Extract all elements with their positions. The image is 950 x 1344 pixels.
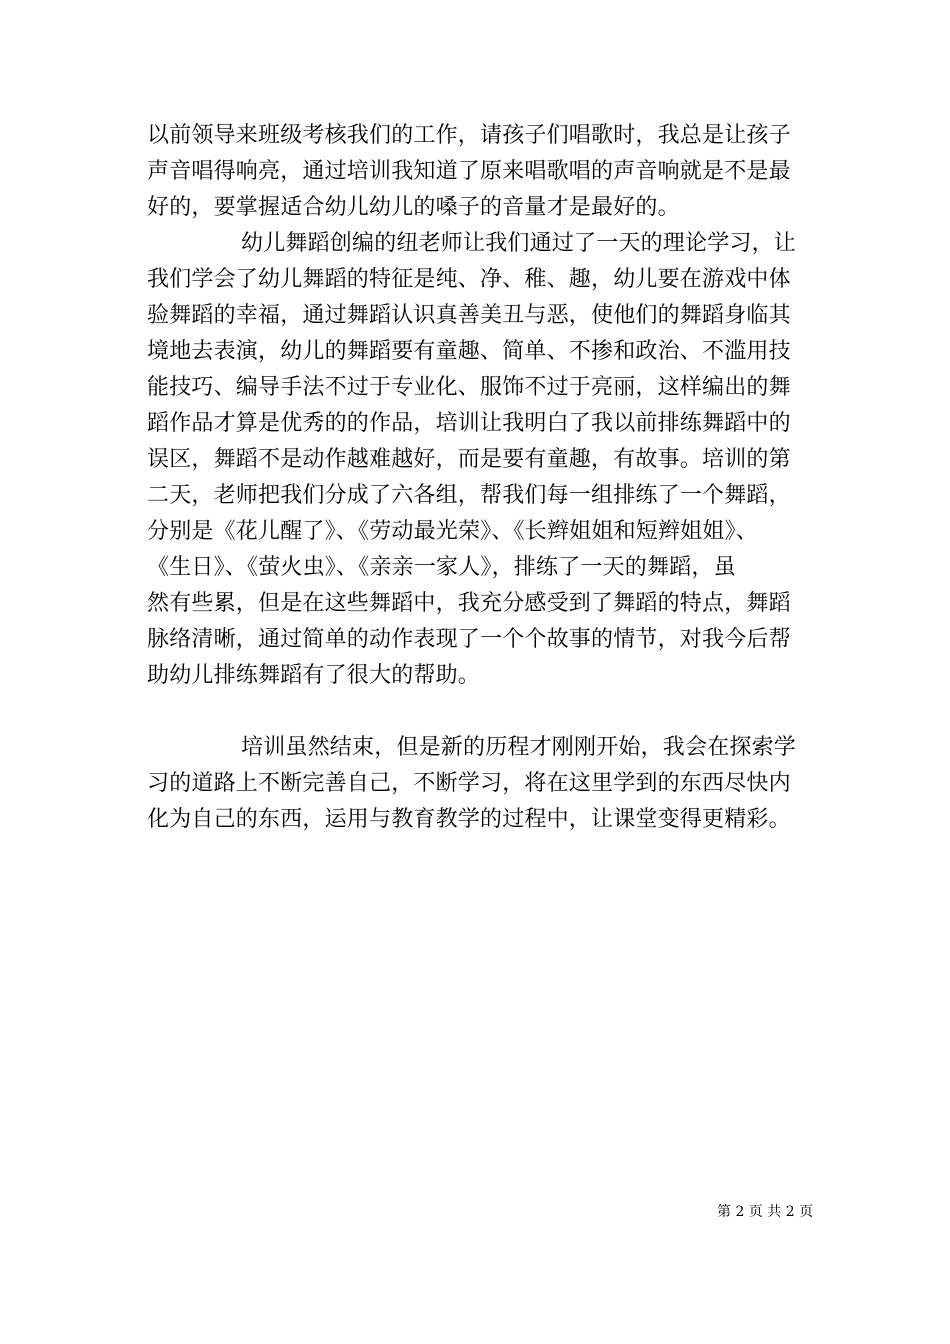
- text-line: 幼儿舞蹈创编的纽老师让我们通过了一天的理论学习，让: [241, 231, 797, 256]
- text-line: 验舞蹈的幸福，通过舞蹈认识真善美丑与恶，使他们的舞蹈身临其: [147, 303, 791, 328]
- text-line: 境地去表演，幼儿的舞蹈要有童趣、简单、不掺和政治、不滥用技: [147, 339, 791, 364]
- text-line: 《生日》、《萤火虫》、《亲亲一家人》，排练了一天的舞蹈，虽: [147, 555, 736, 580]
- text-line: 分别是《花儿醒了》、《劳动最光荣》、《长辫姐姐和短辫姐姐》、: [147, 519, 759, 544]
- text-line: 我们学会了幼儿舞蹈的特征是纯、净、稚、趣，幼儿要在游戏中体: [147, 267, 791, 292]
- text-line: 然有些累，但是在这些舞蹈中，我充分感受到了舞蹈的特点，舞蹈: [147, 591, 791, 616]
- paragraph-2: [147, 226, 807, 730]
- text-line: 习的道路上不断完善自己，不断学习，将在这里学到的东西尽快内: [147, 771, 791, 796]
- paragraph-3: [147, 730, 807, 838]
- text-line: [147, 694, 807, 730]
- text-line: 化为自己的东西，运用与教育教学的过程中，让课堂变得更精彩。: [147, 807, 791, 832]
- paragraph-1: [147, 118, 807, 226]
- text-line: 以前领导来班级考核我们的工作，请孩子们唱歌时，我总是让孩子: [147, 123, 791, 148]
- page-number-footer: 第 2 页 共 2 页: [717, 1204, 814, 1220]
- text-line: 好的，要掌握适合幼儿幼儿的嗓子的音量才是最好的。: [147, 195, 680, 220]
- text-line: 声音唱得响亮，通过培训我知道了原来唱歌唱的声音响就是不是最: [147, 159, 791, 184]
- text-line: 蹈作品才算是优秀的的作品，培训让我明白了我以前排练舞蹈中的: [147, 411, 791, 436]
- text-line: 脉络清晰，通过简单的动作表现了一个个故事的情节，对我今后帮: [147, 627, 791, 652]
- text-line: 助幼儿排练舞蹈有了很大的帮助。: [147, 663, 481, 688]
- text-line: 二天，老师把我们分成了六各组，帮我们每一组排练了一个舞蹈，: [147, 483, 791, 508]
- text-line: 能技巧、编导手法不过于专业化、服饰不过于亮丽，这样编出的舞: [147, 375, 791, 400]
- text-line: 培训虽然结束，但是新的历程才刚刚开始，我会在探索学: [241, 735, 797, 760]
- text-line: 误区，舞蹈不是动作越难越好，而是要有童趣，有故事。培训的第: [147, 447, 791, 472]
